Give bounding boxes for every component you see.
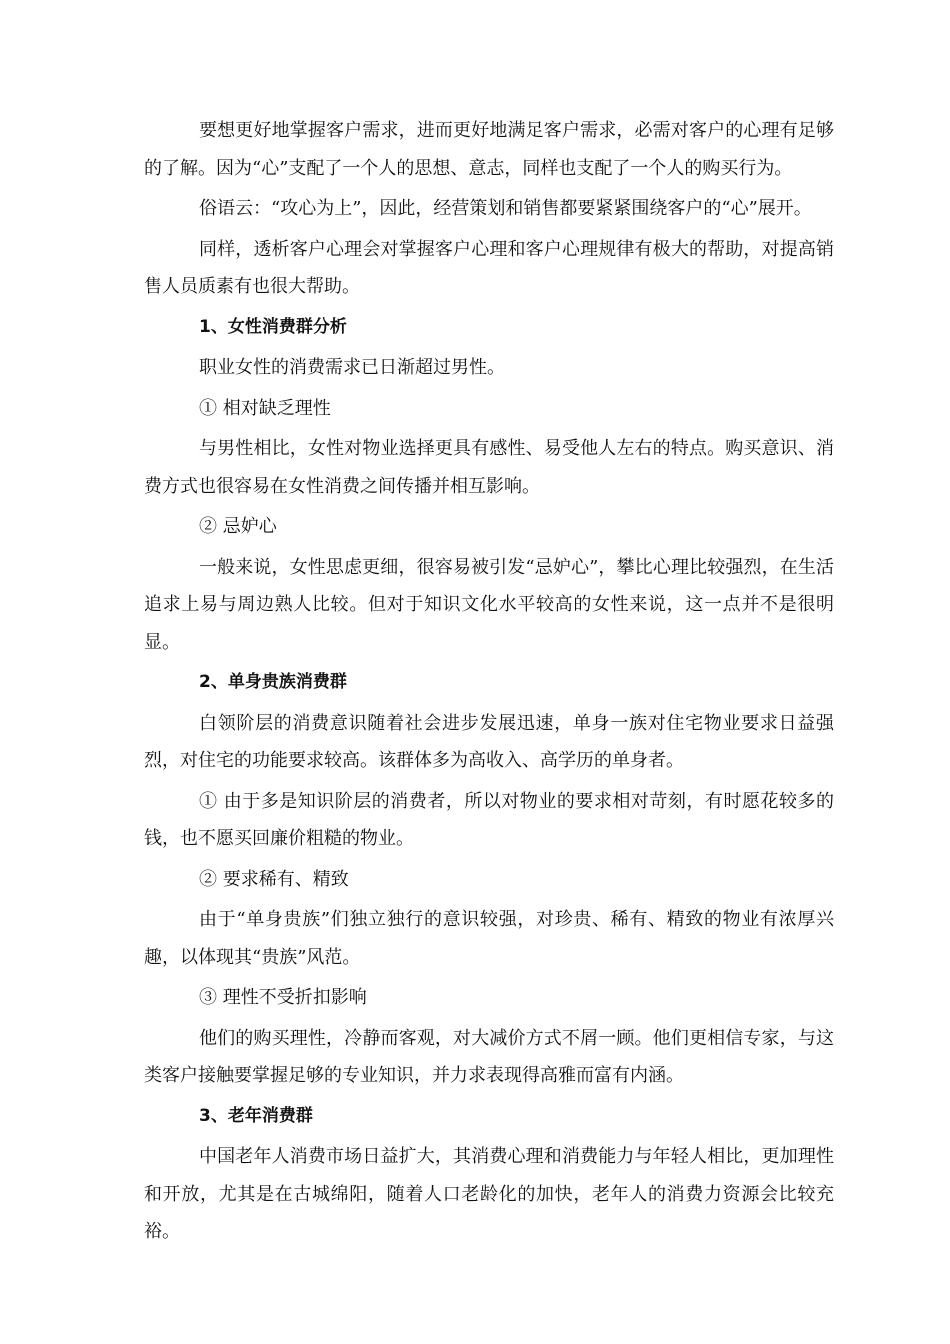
intro-paragraph-3: 同样，透析客户心理会对掌握客户心理和客户心理规律有极大的帮助，对提高销售人员质素有也很大帮助。 <box>144 238 834 297</box>
female-intro-paragraph: 职业女性的消费需求已日渐超过男性。 <box>199 357 505 378</box>
female-point-2-body: 一般来说，女性思虑更细，很容易被引发“忌妒心”，攀比心理比较强烈，在生活追求上易与周边熟人比较。但对于知识文化水平较高的女性来说，这一点并不是很明显。 <box>144 556 834 653</box>
elderly-intro-paragraph: 中国老年人消费市场日益扩大，其消费心理和消费能力与年轻人相比，更加理性和开放，尤其是在古城绵阳，随着人口老龄化的加快，老年人的消费力资源会比较充裕。 <box>144 1146 834 1242</box>
section-heading-elderly: 3、老年消费群 <box>199 1105 313 1126</box>
female-point-2-title: ② 忌妒心 <box>199 516 277 537</box>
female-point-1-body: 与男性相比，女性对物业选择更具有感性、易受他人左右的特点。购买意识、消费方式也很容易在女性消费之间传播并相互影响。 <box>144 438 834 497</box>
single-intro-paragraph: 白领阶层的消费意识随着社会进步发展迅速，单身一族对住宅物业要求日益强烈，对住宅的功能要求较高。该群体多为高收入、高学历的单身者。 <box>144 712 834 771</box>
section-heading-single: 2、单身贵族消费群 <box>199 672 347 692</box>
single-point-3-body: 他们的购买理性，冷静而客观，对大减价方式不屑一顾。他们更相信专家，与这类客户接触要掌握足够的专业知识，并力求表现得高雅而富有内涵。 <box>144 1027 834 1086</box>
single-point-3-title: ③ 理性不受折扣影响 <box>199 987 367 1008</box>
intro-paragraph-2: 俗语云：“攻心为上”，因此，经营策划和销售都要紧紧围绕客户的“心”展开。 <box>199 198 812 219</box>
female-point-1-title: ① 相对缺乏理性 <box>199 397 331 419</box>
section-heading-female: 1、女性消费群分析 <box>199 316 347 337</box>
single-point-1: ① 由于多是知识阶层的消费者，所以对物业的要求相对苛刻，有时愿花较多的钱，也不愿买回廉价粗糙的物业。 <box>144 790 834 849</box>
document-page <box>144 112 834 1254</box>
single-point-2-title: ② 要求稀有、精致 <box>199 868 349 890</box>
single-point-2-body: 由于“单身贵族”们独立独行的意识较强，对珍贵、稀有、精致的物业有浓厚兴趣，以体现其“贵族”风范。 <box>144 909 834 968</box>
intro-paragraph-1: 要想更好地掌握客户需求，进而更好地满足客户需求，必需对客户的心理有足够的了解。因为“心”支配了一个人的思想、意志，同样也支配了一个人的购买行为。 <box>144 120 834 179</box>
